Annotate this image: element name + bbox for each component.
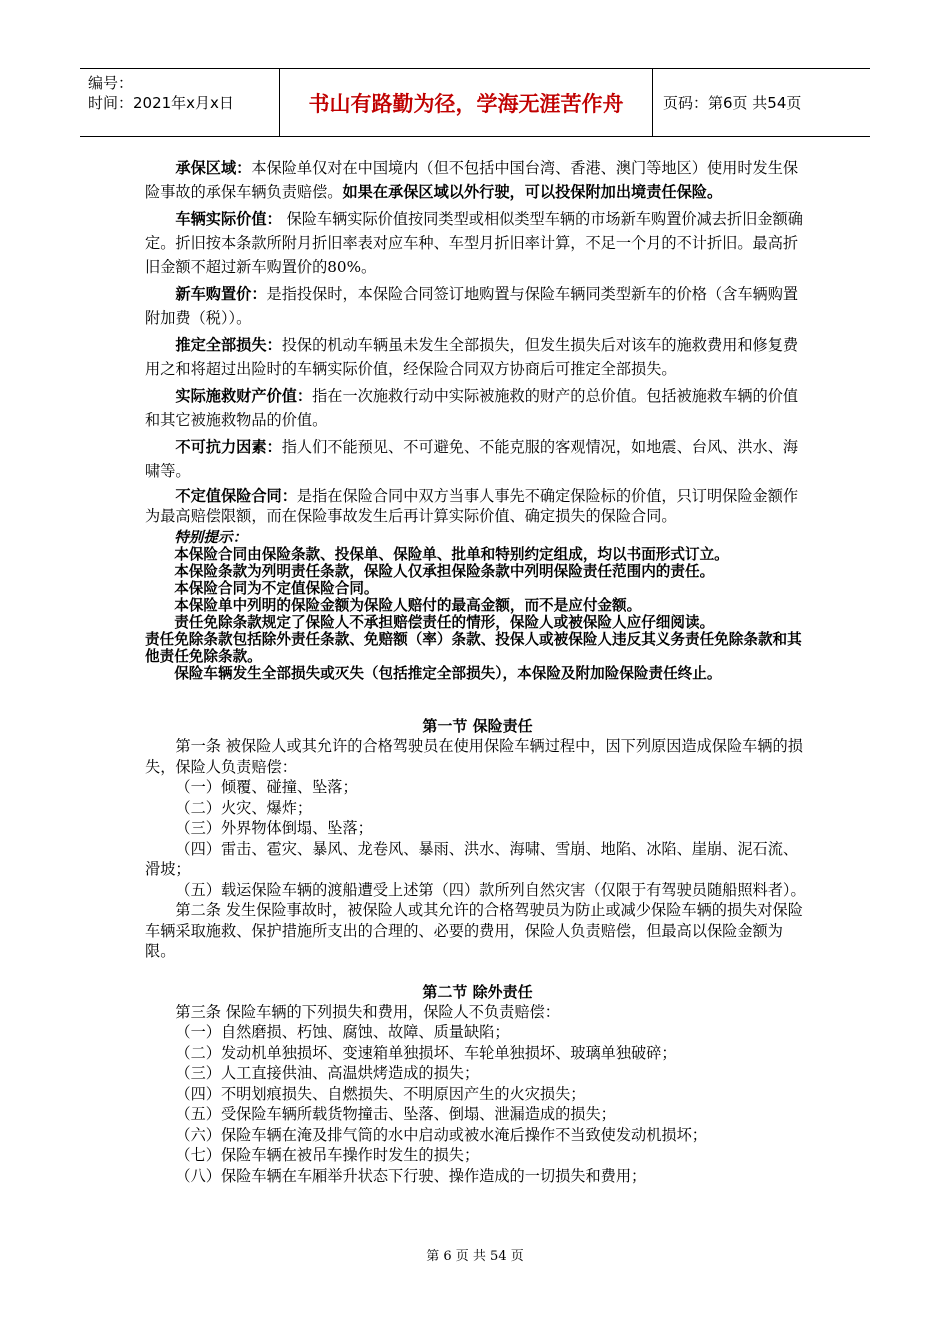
motto: 书山有路勤为径，学海无涯苦作舟 [280,69,653,136]
section-exclusions [145,982,810,1187]
definition-paragraph [145,156,810,204]
special-notes [145,529,810,682]
definition-paragraph [145,207,810,279]
list-item: （三）人工直接供油、高温烘烤造成的损失； [175,1064,480,1082]
list-item: （八）保险车辆在车厢举升状态下行驶、操作造成的一切损失和费用； [175,1166,647,1185]
section-insurance-liability [145,716,810,962]
definition-term: 新车购置价： [175,285,267,303]
definition-paragraph [145,333,810,381]
header-meta [80,69,280,136]
notes-title: 特别提示： [174,529,248,546]
list-item: （二）发动机单独损坏、变速箱单独损坏、车轮单独损坏、玻璃单独破碎； [175,1043,677,1062]
definition-text: 是指投保时，本保险合同签订地购置与保险车辆同类型新车的价格（含车辆购置附加费（税））。 [145,285,799,327]
article-paragraph: 第二条 发生保险事故时，被保险人或其允许的合格驾驶员为防止或减少保险车辆的损失对保险车辆采取施救、保护措施所支出的合理的、必要的费用，保险人负责赔偿，但最高以保险金额为限。 [145,901,803,960]
definition-text: 指在一次施救行动中实际被施救的财产的总价值。包括被施救车辆的价值和其它被施救物品的价值。 [145,387,799,429]
definition-paragraph [145,486,810,526]
page-header [80,68,870,137]
note-line: 本保险条款为列明责任条款，保险人仅承担保险条款中列明保险责任范围内的责任。 [174,563,715,580]
list-item: （五）载运保险车辆的渡船遭受上述第（四）款所列自然灾害（仅限于有驾驶员随船照料者）。 [175,880,806,899]
document-body [145,156,810,1186]
note-line: 本保险单中列明的保险金额为保险人赔付的最高金额，而不是应付金额。 [174,597,642,614]
definition-text: 本保险单仅对在中国境内（但不包括中国台湾、香港、澳门等地区）使用时发生保险事故的承保车辆负责赔偿。 [145,159,799,201]
definition-text: 保险车辆实际价值按同类型或相似类型车辆的市场新车购置价减去折旧金额确定。折旧按本条款所附月折旧率表对应车种、车型月折旧率计算，不足一个月的不计折旧。最高折旧金额不超过新车购置价的80%。 [145,210,803,276]
definition-paragraph [145,282,810,330]
list-item: （六）保险车辆在淹及排气筒的水中启动或被水淹后操作不当致使发动机损坏； [175,1125,707,1144]
page-label: 页码：第6页 共54页 [663,94,802,112]
note-line: 本保险合同由保险条款、投保单、保险单、批单和特别约定组成，均以书面形式订立。 [174,546,729,563]
definitions [145,156,810,526]
number-label: 编号： [88,74,134,92]
definition-term: 实际施救财产价值： [175,387,313,405]
definition-term: 推定全部损失： [175,336,282,354]
list-item: （一）倾覆、碰撞、坠落； [175,778,358,796]
definition-term: 承保区域： [175,159,252,177]
article-paragraph: 第一条 被保险人或其允许的合格驾驶员在使用保险车辆过程中，因下列原因造成保险车辆的损失，保险人负责赔偿： [145,737,803,776]
list-item: （五）受保险车辆所载货物撞击、坠落、倒塌、泄漏造成的损失； [175,1105,616,1123]
page-footer: 第 6 页 共 54 页 [426,1249,524,1264]
list-item: （四）雷击、雹灾、暴风、龙卷风、暴雨、洪水、海啸、雪崩、地陷、冰陷、崖崩、泥石流、滑坡； [145,839,799,878]
section-title: 第一节 保险责任 [422,717,533,735]
definition-term: 不定值保险合同： [175,487,297,505]
definition-paragraph [145,384,810,432]
definition-term: 车辆实际价值： [175,210,282,228]
note-line: 保险车辆发生全部损失或灭失（包括推定全部损失），本保险及附加险保险责任终止。 [174,665,722,682]
date-label: 时间：2021年x月x日 [88,94,234,112]
list-item: （七）保险车辆在被吊车操作时发生的损失； [175,1146,480,1164]
definition-text: 指人们不能预见、不可避免、不能克服的客观情况，如地震、台风、洪水、海啸等。 [145,438,799,480]
list-item: （三）外界物体倒塌、坠落； [175,819,373,837]
note-line: 责任免除条款包括除外责任条款、免赔额（率）条款、投保人或被保险人违反其义务责任免除条款和其他责任免除条款。 [145,631,802,665]
note-line: 责任免除条款规定了保险人不承担赔偿责任的情形，保险人或被保险人应仔细阅读。 [174,614,715,631]
definition-text: 是指在保险合同中双方当事人事先不确定保险标的价值，只订明保险金额作为最高赔偿限额，而在保险事故发生后再计算实际价值、确定损失的保险合同。 [145,487,799,525]
note-line: 本保险合同为不定值保险合同。 [174,580,379,597]
definition-text: 投保的机动车辆虽未发生全部损失，但发生损失后对该车的施救费用和修复费用之和将超过出险时的车辆实际价值，经保险合同双方协商后可推定全部损失。 [145,336,799,378]
list-item: （四）不明划痕损失、自燃损失、不明原因产生的火灾损失； [175,1084,586,1103]
definition-term: 不可抗力因素： [175,438,282,456]
article-paragraph: 第三条 保险车辆的下列损失和费用，保险人不负责赔偿： [175,1002,560,1021]
definition-bold-tail: 如果在承保区域以外行驶，可以投保附加出境责任保险。 [342,183,723,201]
list-item: （二）火灾、爆炸； [175,798,313,817]
definition-paragraph [145,435,810,483]
list-item: （一）自然磨损、朽蚀、腐蚀、故障、质量缺陷； [175,1023,510,1041]
section-title: 第二节 除外责任 [422,982,533,1001]
